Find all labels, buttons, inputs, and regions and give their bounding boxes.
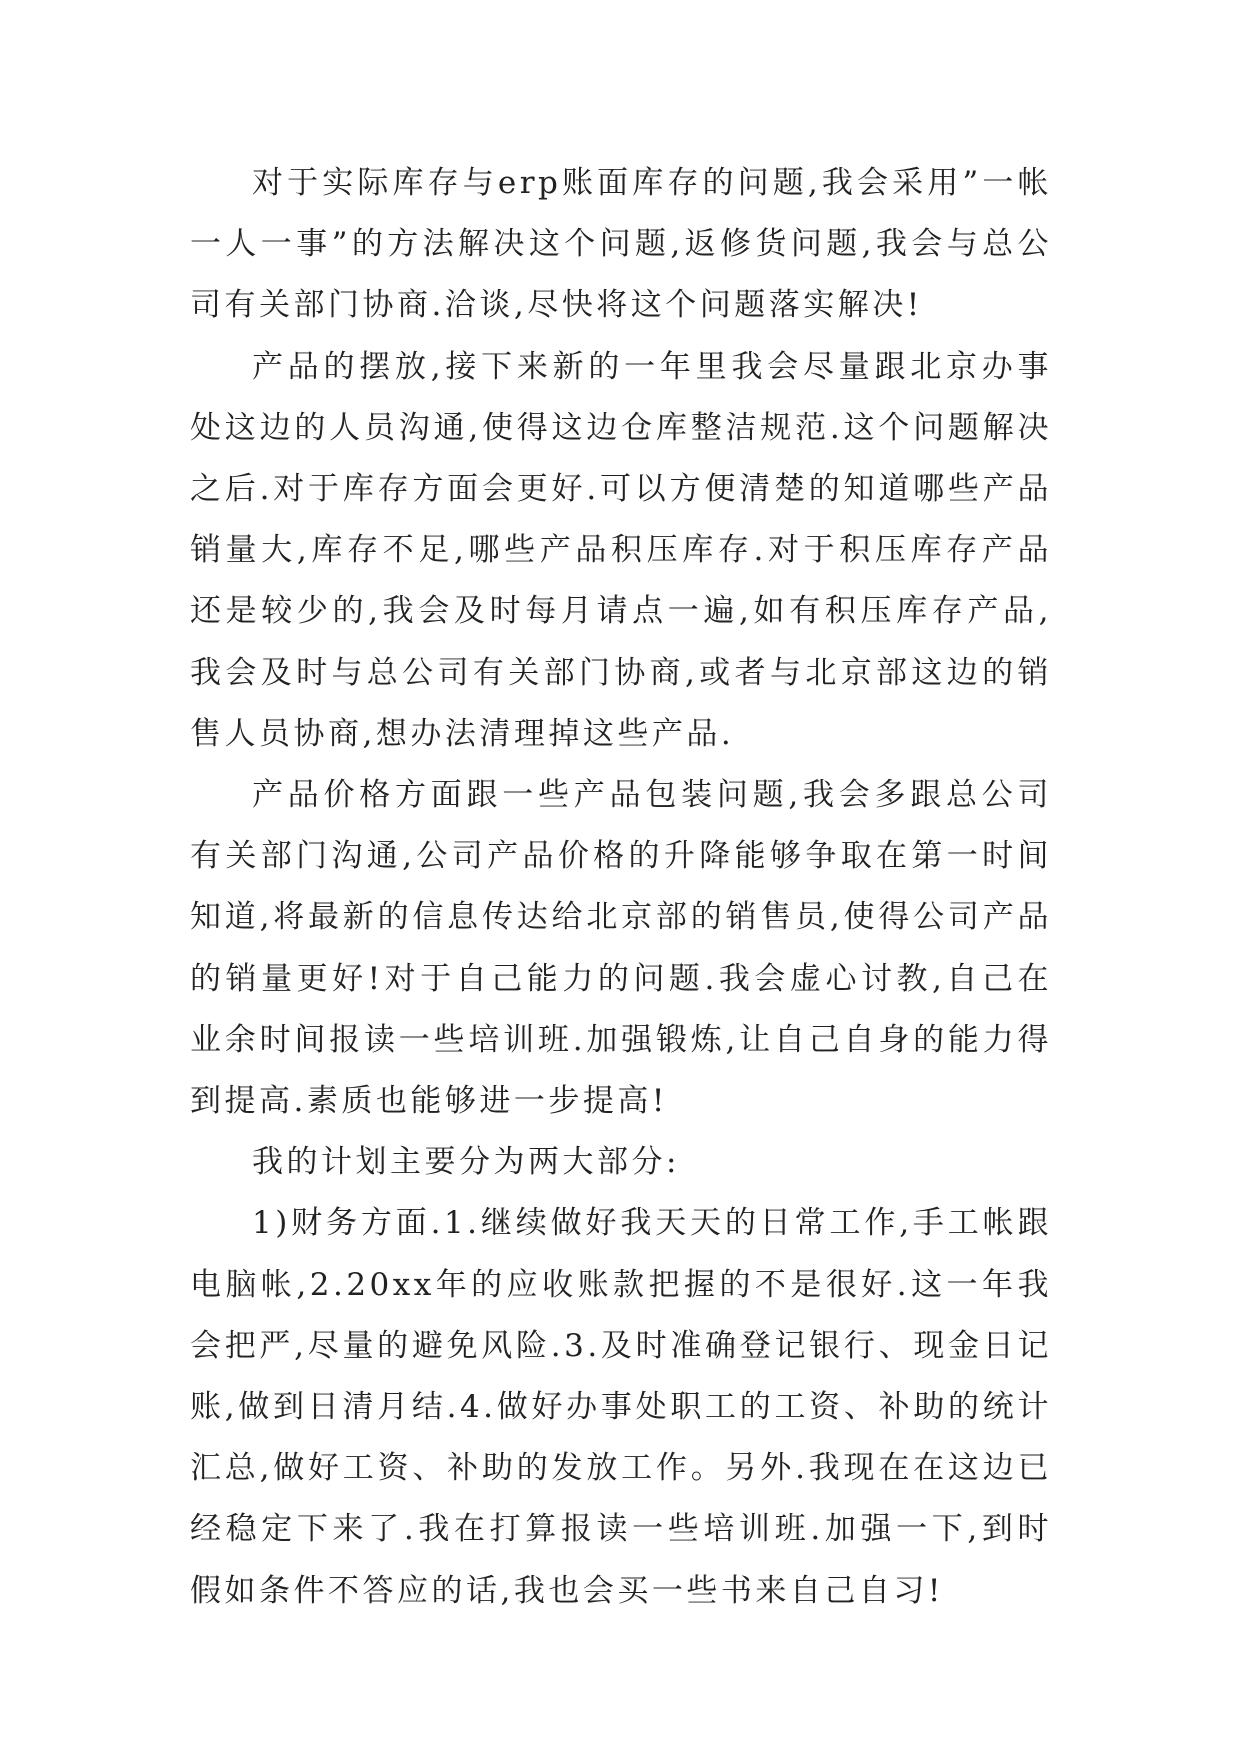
document-body xyxy=(190,153,1052,1622)
paragraph-inventory: 对于实际库存与erp账面库存的问题,我会采用”一帐一人一事”的方法解决这个问题,返修货问题,我会与总公司有关部门协商.洽谈,尽快将这个问题落实解决! xyxy=(190,165,1052,324)
paragraph-product-placement: 产品的摆放,接下来新的一年里我会尽量跟北京办事处这边的人员沟通,使得这边仓库整洁规范.这个问题解决之后.对于库存方面会更好.可以方便清楚的知道哪些产品销量大,库存不足,哪些产品积压库存.对于积压库存产品还是较少的,我会及时每月请点一遍,如有积压库存产品,我会及时与总公司有关部门协商,或者与北京部这边的销售人员协商,想办法清理掉这些产品. xyxy=(190,348,1052,752)
paragraph-pricing: 产品价格方面跟一些产品包装问题,我会多跟总公司有关部门沟通,公司产品价格的升降能够争取在第一时间知道,将最新的信息传达给北京部的销售员,使得公司产品的销量更好!对于自己能力的问题.我会虚心讨教,自己在业余时间报读一些培训班.加强锻炼,让自己自身的能力得到提高.素质也能够进一步提高! xyxy=(190,777,1052,1120)
paragraph-plan-intro: 我的计划主要分为两大部分: xyxy=(252,1144,680,1181)
paragraph-finance: 1)财务方面.1.继续做好我天天的日常工作,手工帐跟电脑帐,2.20xx年的应收账款把握的不是很好.这一年我会把严,尽量的避免风险.3.及时准确登记银行、现金日记账,做到日清月结.4.做好办事处职工的工资、补助的统计汇总,做好工资、补助的发放工作。另外.我现在在这边已经稳定下来了.我在打算报读一些培训班.加强一下,到时假如条件不答应的话,我也会买一些书来自己自习! xyxy=(190,1205,1052,1609)
